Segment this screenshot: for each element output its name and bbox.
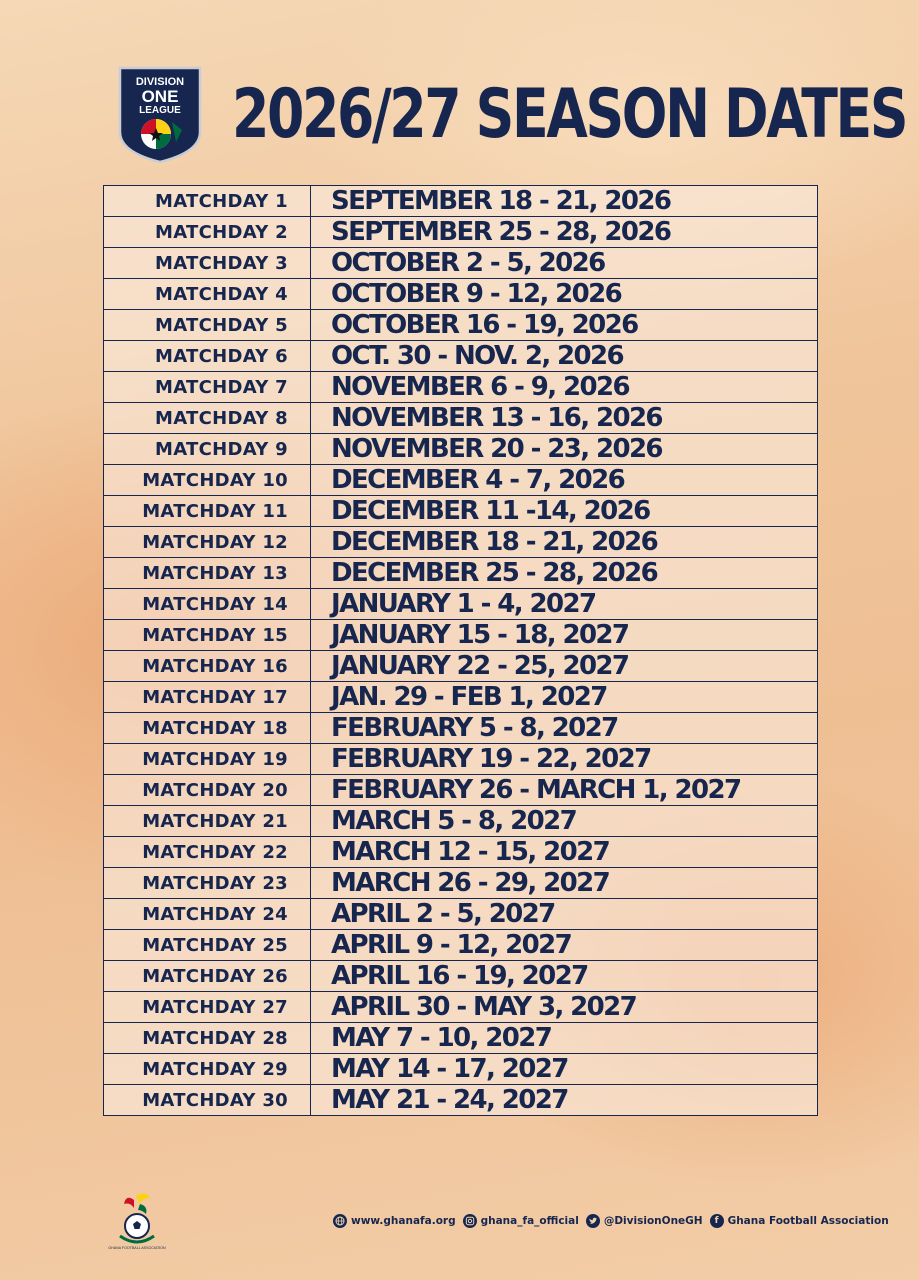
matchday-label: MATCHDAY 3 [104,248,311,279]
social-links [333,1210,889,1232]
page-title: 2026/27 SEASON DATES [232,75,907,154]
matchday-dates: APRIL 2 - 5, 2027 [311,899,818,930]
twitter-link[interactable] [586,1214,703,1228]
logo-text-division: DIVISION [135,76,185,88]
schedule-row [104,992,818,1023]
matchday-dates: OCTOBER 16 - 19, 2026 [311,310,818,341]
facebook-link[interactable] [710,1214,889,1228]
schedule-row [104,310,818,341]
schedule-row [104,868,818,899]
matchday-dates: APRIL 16 - 19, 2027 [311,961,818,992]
matchday-dates: JANUARY 15 - 18, 2027 [311,620,818,651]
matchday-label: MATCHDAY 25 [104,930,311,961]
website-link[interactable] [333,1214,456,1228]
schedule-row [104,713,818,744]
matchday-dates: JANUARY 1 - 4, 2027 [311,589,818,620]
twitter-icon [586,1214,600,1228]
logo-text-league: LEAGUE [139,105,181,116]
matchday-label: MATCHDAY 5 [104,310,311,341]
facebook-icon: f [710,1214,724,1228]
schedule-body [104,186,818,1116]
matchday-dates: FEBRUARY 5 - 8, 2027 [311,713,818,744]
matchday-label: MATCHDAY 19 [104,744,311,775]
schedule-row [104,806,818,837]
schedule-row [104,558,818,589]
schedule-row [104,961,818,992]
matchday-label: MATCHDAY 24 [104,899,311,930]
matchday-label: MATCHDAY 26 [104,961,311,992]
matchday-label: MATCHDAY 14 [104,589,311,620]
matchday-label: MATCHDAY 28 [104,1023,311,1054]
schedule-row [104,248,818,279]
matchday-dates: FEBRUARY 26 - MARCH 1, 2027 [311,775,818,806]
matchday-dates: NOVEMBER 6 - 9, 2026 [311,372,818,403]
schedule-row [104,403,818,434]
schedule-row [104,279,818,310]
schedule-row [104,496,818,527]
schedule-row [104,1054,818,1085]
matchday-dates: DECEMBER 25 - 28, 2026 [311,558,818,589]
matchday-dates: OCT. 30 - NOV. 2, 2026 [311,341,818,372]
matchday-label: MATCHDAY 30 [104,1085,311,1116]
schedule-row [104,775,818,806]
schedule-row [104,1023,818,1054]
schedule-row [104,186,818,217]
schedule-row [104,899,818,930]
matchday-dates: OCTOBER 9 - 12, 2026 [311,279,818,310]
schedule-row [104,837,818,868]
matchday-dates: MAY 21 - 24, 2027 [311,1085,818,1116]
schedule-row [104,434,818,465]
matchday-label: MATCHDAY 13 [104,558,311,589]
matchday-label: MATCHDAY 1 [104,186,311,217]
schedule-row [104,744,818,775]
matchday-label: MATCHDAY 16 [104,651,311,682]
matchday-label: MATCHDAY 2 [104,217,311,248]
schedule-row [104,527,818,558]
matchday-dates: JAN. 29 - FEB 1, 2027 [311,682,818,713]
schedule-row [104,341,818,372]
matchday-label: MATCHDAY 18 [104,713,311,744]
matchday-dates: APRIL 9 - 12, 2027 [311,930,818,961]
matchday-label: MATCHDAY 8 [104,403,311,434]
matchday-label: MATCHDAY 21 [104,806,311,837]
schedule-row [104,682,818,713]
matchday-label: MATCHDAY 23 [104,868,311,899]
schedule-row [104,372,818,403]
schedule-row [104,930,818,961]
instagram-label: ghana_fa_official [480,1215,579,1227]
matchday-dates: OCTOBER 2 - 5, 2026 [311,248,818,279]
matchday-label: MATCHDAY 17 [104,682,311,713]
schedule-row [104,620,818,651]
matchday-label: MATCHDAY 22 [104,837,311,868]
matchday-label: MATCHDAY 27 [104,992,311,1023]
matchday-label: MATCHDAY 20 [104,775,311,806]
schedule-row [104,217,818,248]
matchday-label: MATCHDAY 9 [104,434,311,465]
division-one-league-logo [118,66,202,164]
matchday-label: MATCHDAY 10 [104,465,311,496]
matchday-label: MATCHDAY 11 [104,496,311,527]
logo-text-one: ONE [141,87,179,106]
instagram-link[interactable] [463,1214,579,1228]
matchday-dates: DECEMBER 11 -14, 2026 [311,496,818,527]
schedule-row [104,589,818,620]
matchday-label: MATCHDAY 12 [104,527,311,558]
matchday-dates: SEPTEMBER 25 - 28, 2026 [311,217,818,248]
matchday-dates: MAY 7 - 10, 2027 [311,1023,818,1054]
globe-icon [333,1214,347,1228]
schedule-row [104,1085,818,1116]
ghana-fa-logo [108,1190,166,1252]
matchday-dates: NOVEMBER 20 - 23, 2026 [311,434,818,465]
schedule-row [104,651,818,682]
twitter-label: @DivisionOneGH [603,1215,703,1227]
matchday-label: MATCHDAY 29 [104,1054,311,1085]
website-label: www.ghanafa.org [351,1215,456,1227]
matchday-dates: DECEMBER 18 - 21, 2026 [311,527,818,558]
matchday-dates: APRIL 30 - MAY 3, 2027 [311,992,818,1023]
matchday-dates: NOVEMBER 13 - 16, 2026 [311,403,818,434]
matchday-dates: FEBRUARY 19 - 22, 2027 [311,744,818,775]
fa-logo-text: GHANA FOOTBALL ASSOCIATION [108,1246,166,1250]
season-dates-table [103,185,818,1116]
matchday-label: MATCHDAY 15 [104,620,311,651]
matchday-label: MATCHDAY 7 [104,372,311,403]
facebook-label: Ghana Football Association [727,1215,889,1227]
matchday-dates: MARCH 26 - 29, 2027 [311,868,818,899]
schedule-row [104,465,818,496]
matchday-dates: SEPTEMBER 18 - 21, 2026 [311,186,818,217]
instagram-icon [463,1214,477,1228]
matchday-dates: DECEMBER 4 - 7, 2026 [311,465,818,496]
matchday-dates: MARCH 5 - 8, 2027 [311,806,818,837]
matchday-label: MATCHDAY 4 [104,279,311,310]
matchday-dates: MARCH 12 - 15, 2027 [311,837,818,868]
matchday-dates: JANUARY 22 - 25, 2027 [311,651,818,682]
matchday-label: MATCHDAY 6 [104,341,311,372]
matchday-dates: MAY 14 - 17, 2027 [311,1054,818,1085]
